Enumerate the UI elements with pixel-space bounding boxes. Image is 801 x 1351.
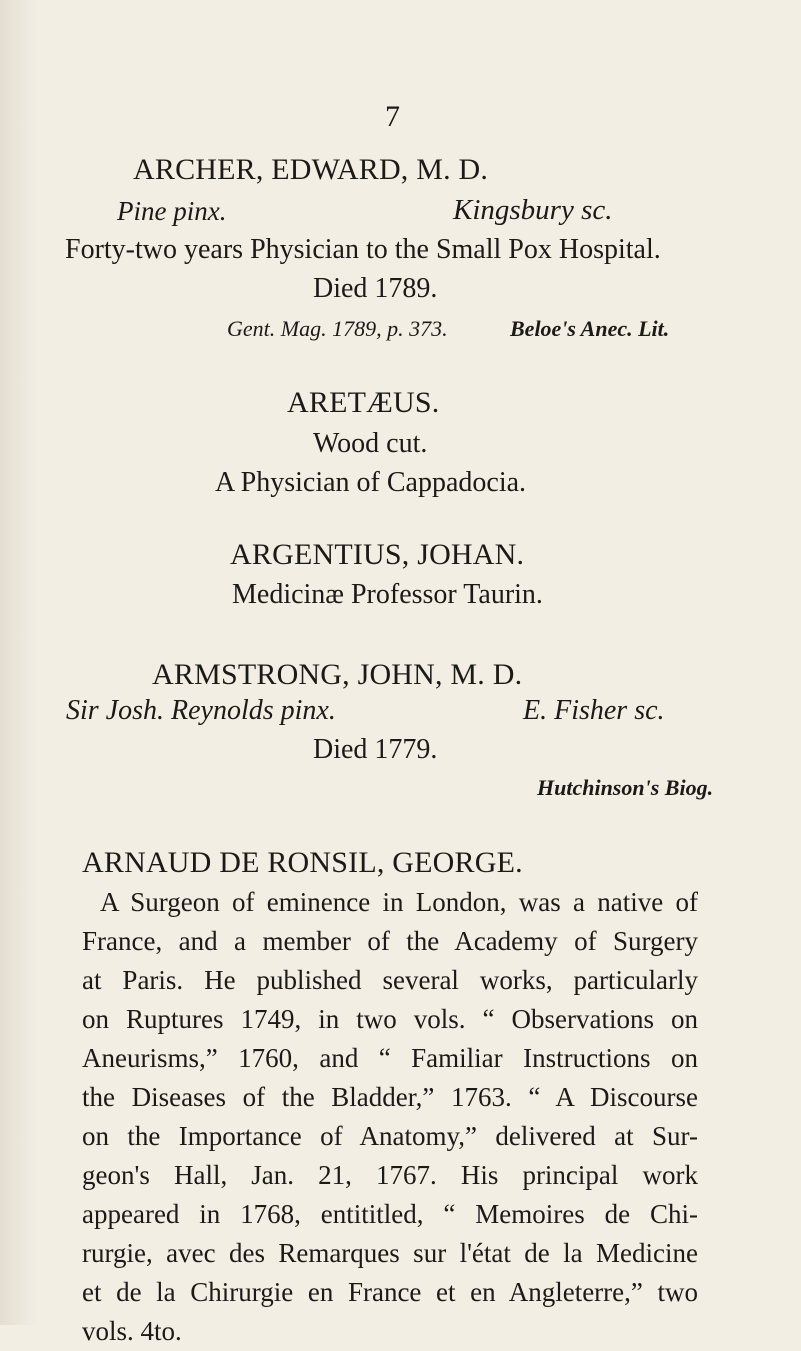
paragraph-line: geon's Hall, Jan. 21, 1767. His principal work	[82, 1160, 698, 1190]
paragraph-line: A Surgeon of eminence in London, was a native of	[100, 887, 698, 917]
paragraph-line: France, and a member of the Academy of Surgery	[82, 926, 698, 956]
artist-credit: Sir Josh. Reynolds pinx.	[66, 695, 336, 726]
reference-right: Hutchinson's Biog.	[537, 775, 714, 800]
artist-credit: Pine pinx.	[117, 196, 227, 226]
paragraph-line: at Paris. He published several works, particularly	[82, 965, 698, 995]
paragraph-line: Aneurisms,” 1760, and “ Familiar Instructions on	[82, 1043, 698, 1073]
reference-right: Beloe's Anec. Lit.	[510, 316, 670, 341]
paragraph-line: on the Importance of Anatomy,” delivered at Sur-	[82, 1121, 698, 1151]
entry-died: Died 1779.	[313, 734, 438, 765]
paragraph-line: rurgie, avec des Remarques sur l'état de la Medicine	[82, 1238, 698, 1268]
entry-heading: ARMSTRONG, JOHN, M. D.	[152, 658, 523, 691]
paragraph-line: appeared in 1768, entititled, “ Memoires de Chi-	[82, 1199, 698, 1229]
entry-paragraph	[82, 883, 698, 1351]
entry-line: Medicinæ Professor Taurin.	[232, 579, 543, 610]
entry-line: A Physician of Cappadocia.	[215, 467, 527, 498]
entry-heading: ARETÆUS.	[287, 386, 440, 419]
paragraph-line: vols. 4to.	[82, 1316, 182, 1346]
page-number: 7	[385, 100, 400, 133]
entry-description: Forty-two years Physician to the Small Pox Hospital.	[65, 234, 661, 265]
entry-heading: ARGENTIUS, JOHAN.	[230, 538, 525, 571]
page-gutter-shadow	[0, 0, 38, 1325]
paragraph-line: et de la Chirurgie en France et en Angleterre,” two	[82, 1277, 698, 1307]
entry-line: Wood cut.	[313, 428, 428, 459]
paragraph-line: on Ruptures 1749, in two vols. “ Observations on	[82, 1004, 698, 1034]
entry-died: Died 1789.	[313, 273, 438, 304]
entry-heading: ARNAUD DE RONSIL, GEORGE.	[82, 846, 523, 879]
reference-left: Gent. Mag. 1789, p. 373.	[227, 316, 448, 341]
paragraph-line: the Diseases of the Bladder,” 1763. “ A Discourse	[82, 1082, 698, 1112]
engraver-credit: Kingsbury sc.	[453, 194, 613, 226]
engraver-credit: E. Fisher sc.	[523, 695, 665, 726]
entry-heading: ARCHER, EDWARD, M. D.	[133, 153, 489, 186]
